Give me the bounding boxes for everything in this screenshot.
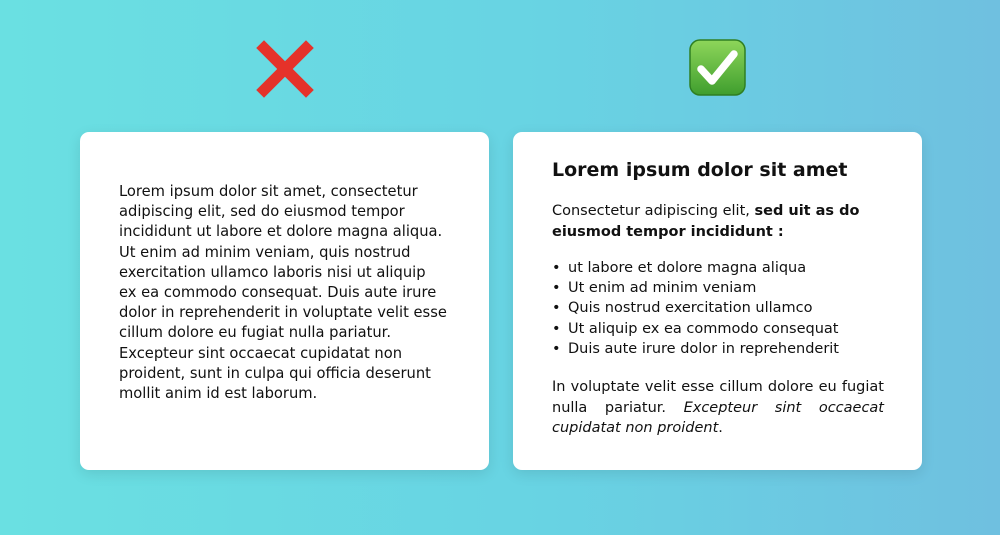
list-item: • ut labore et dolore magna aliqua: [552, 258, 884, 278]
list-item: • Ut enim ad minim veniam: [552, 278, 884, 298]
good-example-content: [552, 157, 884, 439]
bad-example-card: [80, 132, 489, 470]
good-example-list: [552, 258, 884, 359]
good-example-card: [513, 132, 922, 470]
outro-italic-text: Excepteur sint occaecat cupidatat non proident: [552, 399, 884, 437]
red-cross-mark-icon: [256, 40, 314, 98]
outro-end-text: .: [718, 420, 723, 437]
list-item: • Ut aliquip ex ea commodo consequat: [552, 319, 884, 339]
good-example-outro: [552, 377, 884, 439]
list-item: • Duis aute irure dolor in reprehenderit: [552, 339, 884, 359]
green-check-mark-icon: [689, 39, 746, 96]
list-item: • Quis nostrud exercitation ullamco: [552, 298, 884, 318]
bad-example-body: Lorem ipsum dolor sit amet, consectetur adipiscing elit, sed do eiusmod tempor incididunt ut labore et dolore magna aliqua. Ut enim ad minim veniam, quis nostrud exercitation ullamco laboris nisi ut aliquip ex ea commodo consequat. Duis aute irure dolor in reprehenderit in voluptate velit esse cillum dolore eu fugiat nulla pariatur. Excepteur sint occaecat cupidatat non proident, sunt in culpa qui officia deserunt mollit anim id est laborum.: [119, 183, 447, 403]
good-example-title: Lorem ipsum dolor sit amet: [552, 159, 848, 181]
good-example-intro: [552, 201, 884, 242]
intro-plain-text: Consectetur adipiscing elit,: [552, 203, 755, 219]
intro-bold-text: sed uit as do eiusmod tempor incididunt :: [552, 203, 860, 240]
outro-plain-text: In voluptate velit esse cillum dolore eu fugiat nulla pariatur.: [552, 379, 884, 416]
